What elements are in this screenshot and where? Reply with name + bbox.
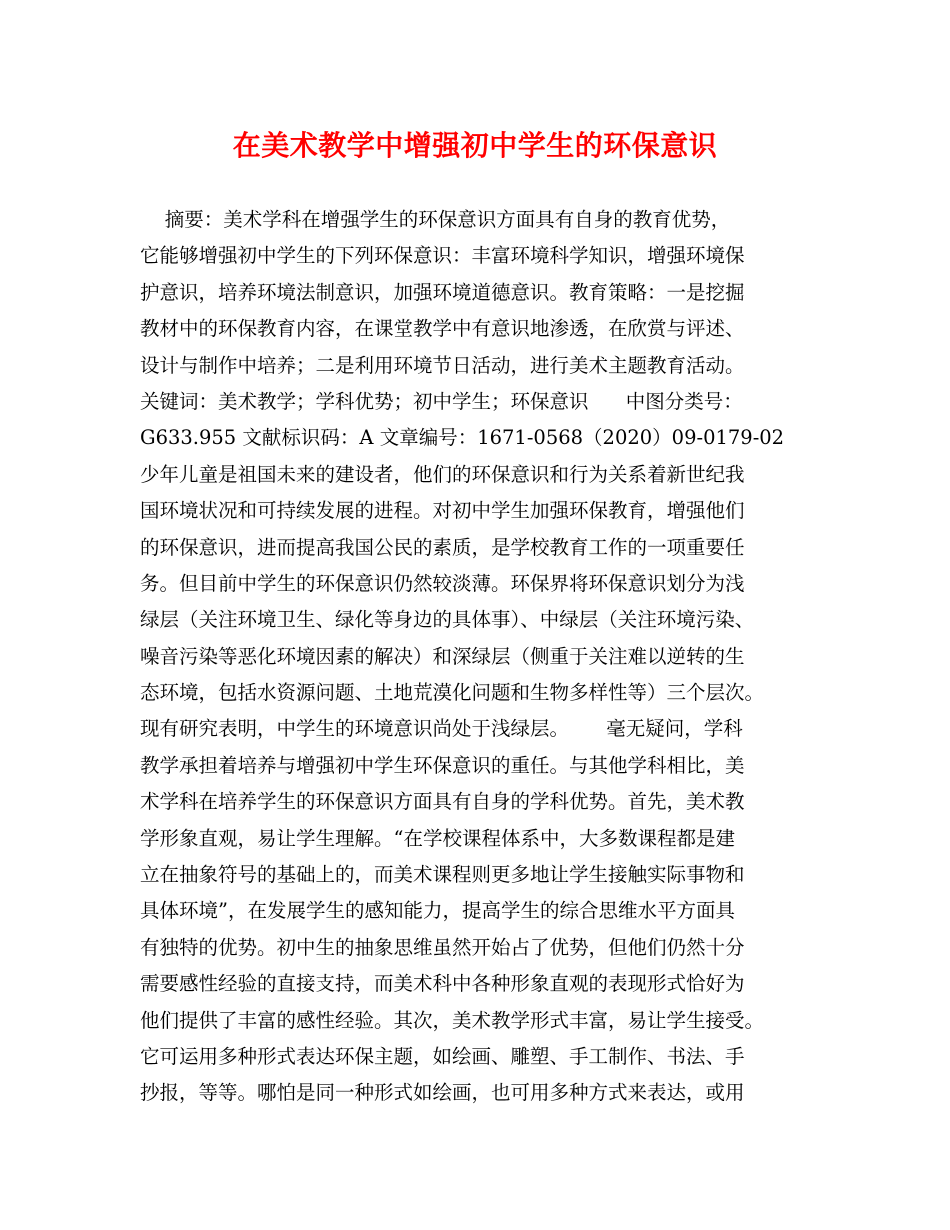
- document-body: [140, 202, 830, 1112]
- body-text-line: 教材中的环保教育内容，在课堂教学中有意识地渗透，在欣赏与评述、: [140, 317, 745, 341]
- body-text-line: 的环保意识，进而提高我国公民的素质，是学校教育工作的一项重要任: [140, 535, 745, 559]
- body-text-line: 噪音污染等恶化环境因素的解决）和深绿层（侧重于关注难以逆转的生: [140, 644, 745, 668]
- body-text-line: 有独特的优势。初中生的抽象思维虽然开始占了优势，但他们仍然十分: [140, 935, 745, 959]
- body-text-line: 术学科在培养学生的环保意识方面具有自身的学科优势。首先，美术教: [140, 790, 745, 814]
- body-text-line: 现有研究表明，中学生的环境意识尚处于浅绿层。 毫无疑问，学科: [140, 717, 743, 741]
- body-text-line: 它能够增强初中学生的下列环保意识：丰富环境科学知识，增强环境保: [140, 244, 745, 268]
- body-text-line: G633.955 文献标识码：A 文章编号：1671-0568（2020）09-0179-02: [140, 426, 785, 450]
- body-text-line: 它可运用多种形式表达环保主题，如绘画、雕塑、手工制作、书法、手: [140, 1044, 745, 1068]
- body-text-line: 他们提供了丰富的感性经验。其次，美术教学形式丰富，易让学生接受。: [140, 1008, 765, 1032]
- body-text-line: 设计与制作中培养；二是利用环境节日活动，进行美术主题教育活动。: [140, 353, 745, 377]
- body-text-line: 需要感性经验的直接支持，而美术科中各种形象直观的表现形式恰好为: [140, 972, 745, 996]
- body-text-line: 国环境状况和可持续发展的进程。对初中学生加强环保教育，增强他们: [140, 499, 745, 523]
- body-text-line: 具体环境”，在发展学生的感知能力，提高学生的综合思维水平方面具: [140, 899, 735, 923]
- body-text-line: 教学承担着培养与增强初中学生环保意识的重任。与其他学科相比，美: [140, 753, 745, 777]
- body-text-line: 绿层（关注环境卫生、绿化等身边的具体事）、中绿层（关注环境污染、: [140, 608, 755, 632]
- body-text-line: 摘要：美术学科在增强学生的环保意识方面具有自身的教育优势，: [140, 208, 731, 231]
- body-text-line: 少年儿童是祖国未来的建设者，他们的环保意识和行为关系着新世纪我: [140, 462, 745, 486]
- body-text-line: 态环境，包括水资源问题、土地荒漠化问题和生物多样性等）三个层次。: [140, 681, 765, 705]
- body-text-line: 务。但目前中学生的环保意识仍然较淡薄。环保界将环保意识划分为浅: [140, 571, 745, 595]
- body-text-line: 学形象直观，易让学生理解。“在学校课程体系中，大多数课程都是建: [140, 826, 735, 850]
- document-title: 在美术教学中增强初中学生的环保意识: [232, 129, 718, 162]
- body-text-line: 护意识，培养环境法制意识，加强环境道德意识。教育策略：一是挖掘: [140, 280, 745, 304]
- body-text-line: 立在抽象符号的基础上的，而美术课程则更多地让学生接触实际事物和: [140, 863, 745, 887]
- body-text-line: 关键词：美术教学；学科优势；初中学生；环保意识 中图分类号：: [140, 389, 743, 413]
- body-text-line: 抄报，等等。哪怕是同一种形式如绘画，也可用多种方式来表达，或用: [140, 1081, 745, 1105]
